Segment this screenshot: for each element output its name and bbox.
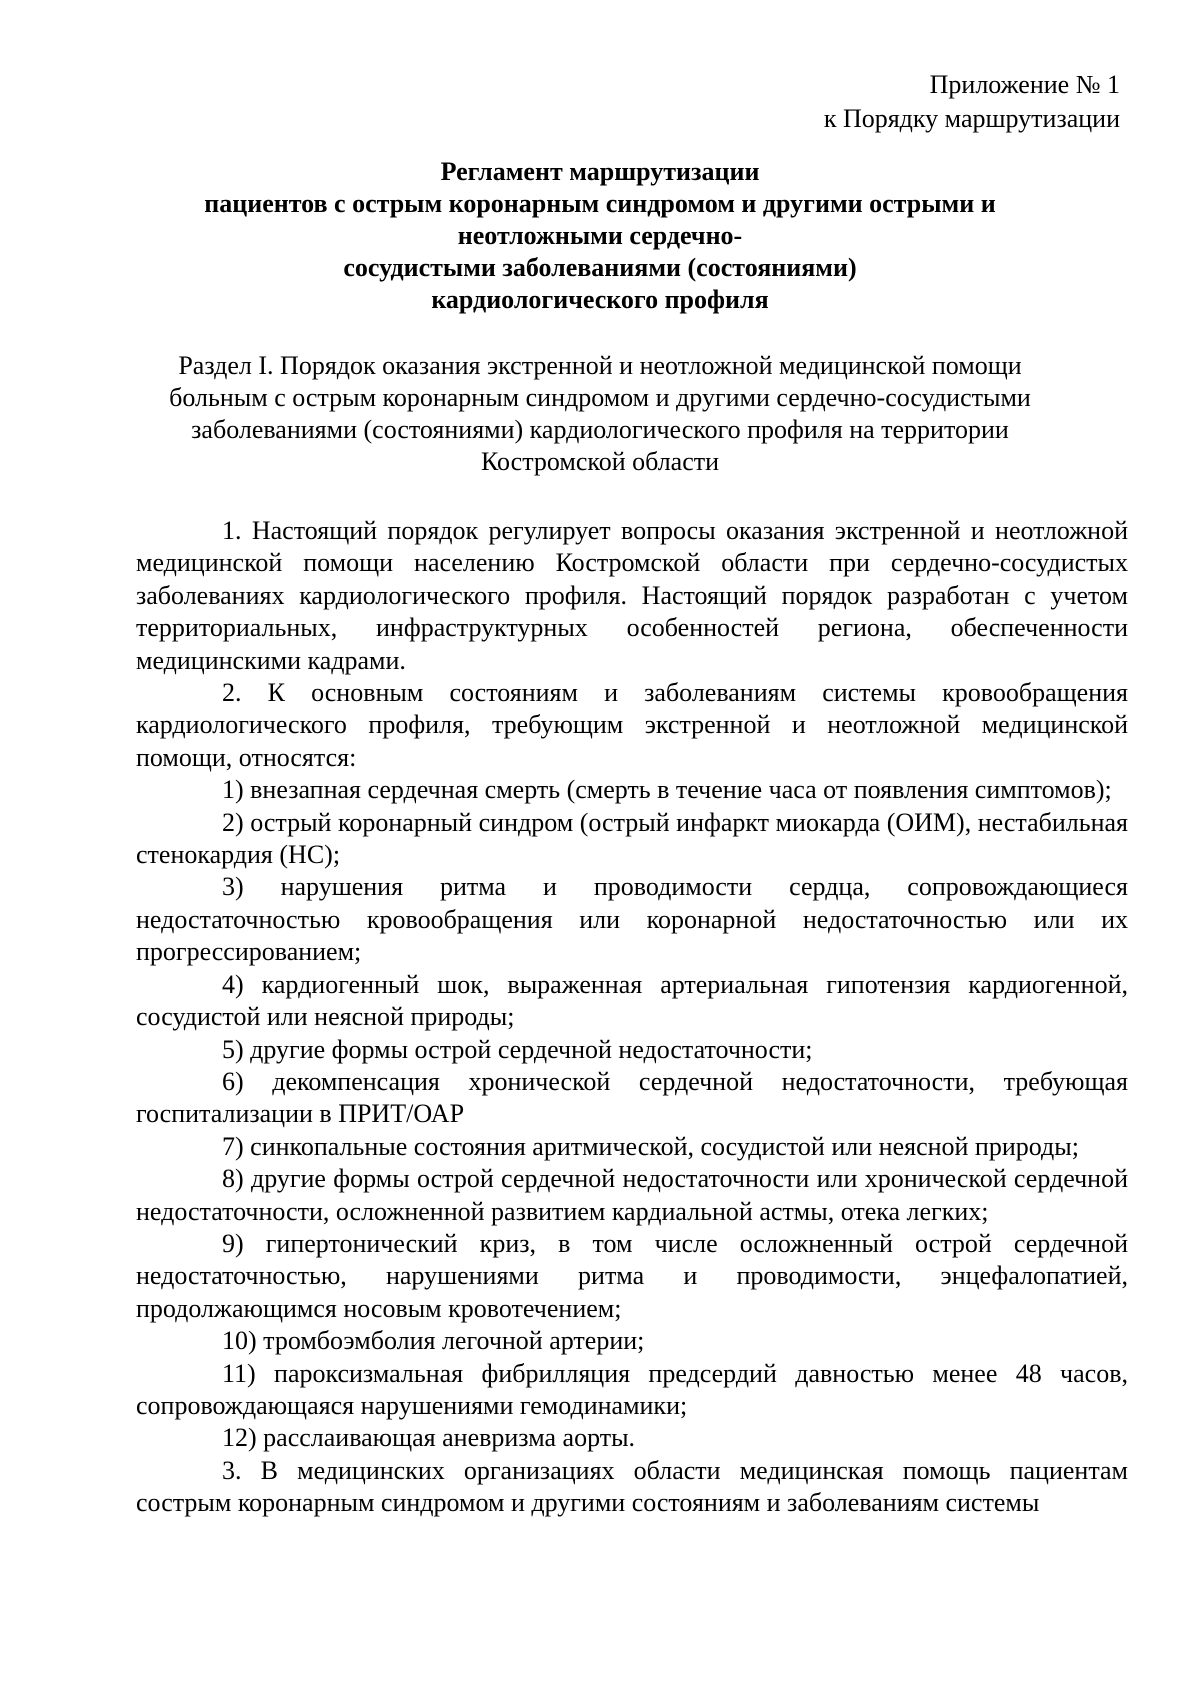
list-item-12: 12) расслаивающая аневризма аорты.: [222, 1423, 636, 1453]
list-item-11: 11) пароксизмальная фибрилляция предсердий давностью менее 48 часов, сопровождающаяся нарушениями гемодинамики;: [136, 1358, 1128, 1420]
list-item-7: 7) синкопальные состояния аритмической, сосудистой или неясной природы;: [222, 1131, 1079, 1161]
section-line-3: заболеваниями (состояниями) кардиологического профиля на территории: [191, 415, 1009, 444]
list-item-3: 3) нарушения ритма и проводимости сердца, сопровождающиеся недостаточностью кровообращения или коронарной недостаточностью или их прогрессированием;: [136, 872, 1128, 967]
title-line-3: неотложными сердечно-: [457, 221, 743, 250]
document-title: [100, 156, 1100, 316]
list-item-8: 8) другие формы острой сердечной недостаточности или хронической сердечной недостаточности, осложненной развитием кардиальной астмы, отека легких;: [136, 1164, 1128, 1226]
list-item-6: 6) декомпенсация хронической сердечной недостаточности, требующая госпитализации в ПРИТ/ОАР: [136, 1066, 1128, 1129]
list-item-2: 2) острый коронарный синдром (острый инфаркт миокарда (ОИМ), нестабильная стенокардия (НС);: [136, 807, 1128, 870]
title-line-5: кардиологического профиля: [431, 285, 769, 314]
paragraph-2: 2. К основным состояниям и заболеваниям системы кровообращения кардиологического профиля, требующим экстренной и неотложной медицинской помощи, относятся:: [136, 678, 1128, 772]
list-item-9: 9) гипертонический криз, в том числе осложненный острой сердечной недостаточностью, нарушениями ритма и проводимости, энцефалопатией, продолжающимся носовым кровотечением;: [136, 1228, 1128, 1323]
appendix-line-2: к Порядку маршрутизации: [823, 104, 1120, 133]
list-item-1: 1) внезапная сердечная смерть (смерть в течение часа от появления симптомов);: [222, 775, 1112, 805]
paragraph-3: 3. В медицинских организациях области медицинская помощь пациентам сострым коронарным синдромом и другими состояниям и заболеваниям системы: [136, 1455, 1128, 1518]
list-item-4: 4) кардиогенный шок, выраженная артериальная гипотензия кардиогенной, сосудистой или неясной природы;: [136, 969, 1128, 1032]
section-line-2: больным с острым коронарным синдромом и другими сердечно-сосудистыми: [169, 383, 1031, 412]
section-heading: [100, 350, 1100, 478]
document-body: [136, 515, 1128, 1520]
paragraph-1: 1. Настоящий порядок регулирует вопросы оказания экстренной и неотложной медицинской помощи населению Костромской области при сердечно-сосудистых заболеваниях кардиологического профиля. Настоящий порядок разработан с учетом территориальных, инфраструктурных особенностей региона, обеспеченности медицинскими кадрами.: [136, 516, 1128, 675]
list-item-5: 5) другие формы острой сердечной недостаточности;: [222, 1034, 813, 1064]
section-line-1: Раздел I. Порядок оказания экстренной и неотложной медицинской помощи: [178, 351, 1022, 380]
section-line-4: Костромской области: [480, 447, 720, 476]
title-line-2: пациентов с острым коронарным синдромом и другими острыми и: [204, 189, 996, 218]
title-line-1: Регламент маршрутизации: [440, 157, 760, 186]
appendix-line-1: Приложение № 1: [929, 70, 1120, 99]
list-item-10: 10) тромбоэмболия легочной артерии;: [222, 1326, 645, 1356]
appendix-note: [824, 68, 1120, 136]
title-line-4: сосудистыми заболеваниями (состояниями): [343, 253, 857, 282]
